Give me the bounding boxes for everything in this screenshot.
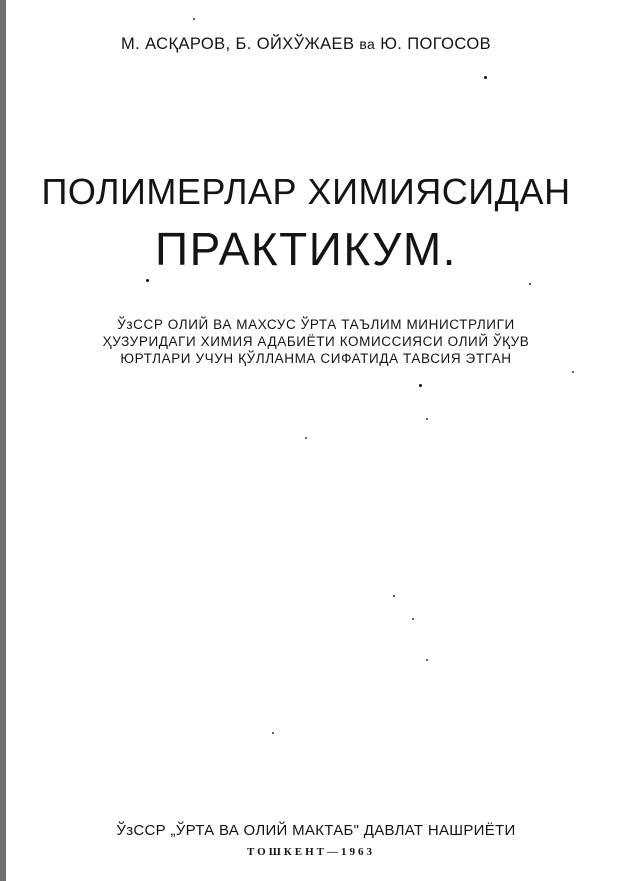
scan-speck: [412, 618, 414, 620]
scan-speck: [572, 371, 574, 373]
scan-speck: [426, 659, 428, 661]
scan-speck: [393, 595, 395, 597]
title-page: [6, 0, 635, 881]
scan-speck: [193, 18, 195, 20]
authors-line: [6, 35, 606, 54]
author-pogosov: Ю. ПОГОСОВ: [380, 35, 491, 53]
authors-conjunction: ва: [359, 36, 376, 52]
author-oykhujaev: Б. ОЙХЎЖАЕВ: [235, 35, 355, 53]
approval-line-1: ЎзССР ОЛИЙ ВА МАХСУС ЎРТА ТАЪЛИМ МИНИСТРЛИГИ: [117, 317, 515, 332]
publisher-name: ЎзССР „ЎРТА ВА ОЛИЙ МАКТАБ" ДАВЛАТ НАШРИЁТИ: [116, 822, 516, 839]
scan-speck: [484, 76, 487, 79]
publisher-city-year: ТОШКЕНТ—1963: [246, 846, 376, 858]
scan-speck: [146, 279, 149, 282]
book-title-line2: ПРАКТИКУМ.: [155, 223, 457, 275]
approval-statement: [6, 316, 626, 367]
author-askarov: М. АСҚАРОВ,: [120, 35, 231, 53]
book-title-line1: ПОЛИМЕРЛАР ХИМИЯСИДАН: [41, 171, 571, 212]
approval-line-3: ЮРТЛАРИ УЧУН ҚЎЛЛАНМА СИФАТИДА ТАВСИЯ ЭТГАН: [120, 351, 512, 366]
scan-speck: [419, 384, 422, 387]
scan-speck: [529, 283, 531, 285]
scan-speck: [305, 437, 307, 439]
scan-speck: [272, 732, 274, 734]
approval-line-2: ҲУЗУРИДАГИ ХИМИЯ АДАБИЁТИ КОМИССИЯСИ ОЛИЙ ЎҚУВ: [102, 334, 530, 349]
scan-speck: [426, 418, 428, 420]
